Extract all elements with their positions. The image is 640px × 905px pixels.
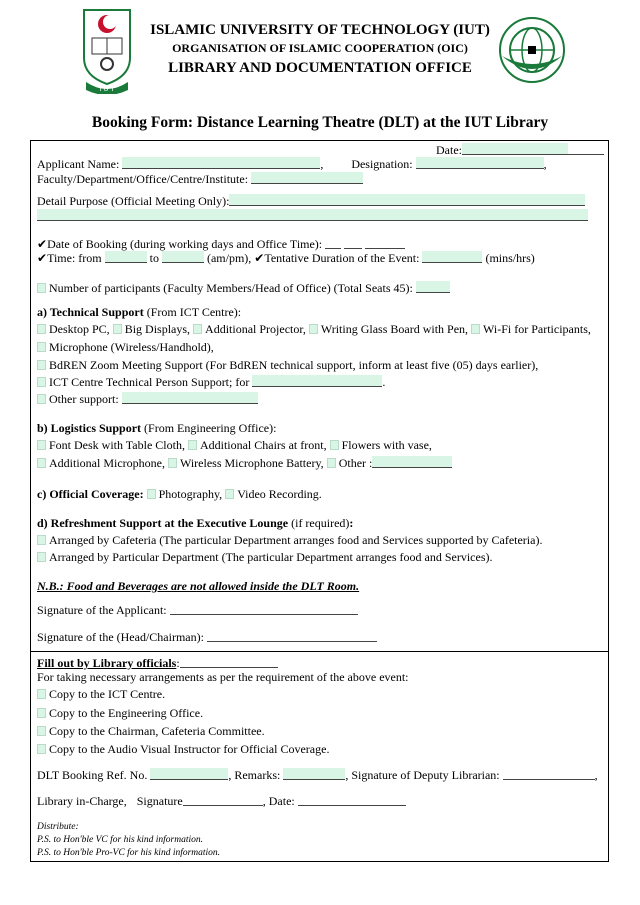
booking-month-field[interactable] [344, 237, 362, 249]
technical-heading-row [37, 305, 241, 320]
incharge-signature-label: Signature [136, 794, 183, 808]
section-divider [30, 651, 609, 652]
logistics-other-label: Other : [338, 456, 373, 470]
technical-row-5 [37, 392, 258, 407]
copy-av-checkbox[interactable] [37, 744, 46, 754]
big-displays-label: Big Displays, [124, 322, 191, 336]
desktop-pc-label: Desktop PC, [49, 322, 110, 336]
copy-ict-checkbox[interactable] [37, 689, 46, 699]
ict-person-label: ICT Centre Technical Person Support; for [49, 375, 250, 389]
form-title: Booking Form: Distance Learning Theatre (DLT) at the IUT Library [91, 114, 549, 131]
refreshment-note: (if required) [291, 516, 350, 530]
office-name: LIBRARY AND DOCUMENTATION OFFICE [168, 60, 472, 76]
check-icon: ✔ [37, 237, 48, 251]
time-from-label: Time: from [47, 251, 102, 265]
purpose-field-line2[interactable] [37, 209, 588, 221]
check-icon: ✔ [254, 251, 265, 265]
flowers-label: Flowers with vase, [341, 438, 432, 452]
additional-microphone-label: Additional Microphone, [49, 456, 165, 470]
refreshment-heading-row [37, 516, 353, 531]
oic-logo [498, 16, 566, 84]
incharge-date-field[interactable] [298, 794, 406, 806]
logistics-row-1 [37, 438, 432, 453]
remarks-field[interactable] [283, 768, 345, 780]
other-support-checkbox[interactable] [37, 394, 46, 404]
copy-row-2 [37, 706, 203, 721]
copy-engineering-label: Copy to the Engineering Office. [49, 706, 204, 720]
copy-row-4 [37, 742, 329, 757]
iut-logo [78, 6, 136, 94]
cafeteria-label: Arranged by Cafeteria (The particular Department arranges food and Services supported by Cafeteria). [49, 533, 543, 547]
purpose-label: Detail Purpose (Official Meeting Only): [37, 194, 230, 208]
additional-projector-checkbox[interactable] [193, 324, 202, 334]
booking-date-label: Date of Booking (during working days and Office Time): [47, 237, 323, 251]
ampm-label: (am/pm), [206, 251, 252, 265]
booking-day-field[interactable] [325, 237, 341, 249]
duration-unit: (mins/hrs) [485, 251, 535, 265]
remarks-label: , Remarks: [228, 768, 281, 782]
deputy-label: , Signature of Deputy Librarian: [345, 768, 500, 782]
copy-av-label: Copy to the Audio Visual Instructor for Official Coverage. [49, 742, 330, 756]
mic-battery-checkbox[interactable] [168, 458, 177, 468]
technical-row-1 [37, 322, 591, 337]
library-heading-row [37, 656, 278, 671]
organisation-name: ORGANISATION OF ISLAMIC COOPERATION (OIC) [172, 41, 468, 55]
copy-engineering-checkbox[interactable] [37, 708, 46, 718]
university-name: ISLAMIC UNIVERSITY OF TECHNOLOGY (IUT) [150, 22, 490, 38]
technical-note: (From ICT Centre): [146, 305, 242, 319]
photography-label: Photography, [158, 487, 223, 501]
coverage-heading: c) Official Coverage: [37, 487, 144, 501]
iut-logo-text: I U T [99, 86, 115, 93]
library-colon: : [176, 656, 180, 670]
participants-field[interactable] [416, 281, 450, 293]
incharge-label: Library in-Charge, [37, 794, 127, 808]
applicant-signature-field[interactable] [170, 603, 358, 615]
photography-checkbox[interactable] [147, 489, 156, 499]
faculty-field[interactable] [251, 172, 363, 184]
date-field[interactable] [462, 143, 568, 155]
flowers-checkbox[interactable] [330, 440, 339, 450]
ict-person-field[interactable] [252, 375, 382, 387]
refreshment-heading: d) Refreshment Support at the Executive Lounge [37, 516, 289, 530]
technical-row-4: ICT Centre Technical Person Support; for . [37, 375, 385, 390]
logistics-note: (From Engineering Office): [144, 421, 277, 435]
copy-row-1 [37, 687, 165, 702]
mic-battery-label: Wireless Microphone Battery, [179, 456, 324, 470]
desktop-pc-checkbox[interactable] [37, 324, 46, 334]
letterhead [0, 0, 640, 105]
ref-row [37, 768, 598, 783]
logistics-other-checkbox[interactable] [327, 458, 336, 468]
video-recording-checkbox[interactable] [225, 489, 234, 499]
deputy-signature-field[interactable] [503, 768, 595, 780]
duration-label: Tentative Duration of the Event: [264, 251, 420, 265]
coverage-row [37, 487, 322, 502]
copy-cafeteria-label: Copy to the Chairman, Cafeteria Committee. [49, 724, 265, 738]
purpose-row-2 [37, 209, 588, 224]
duration-field[interactable] [422, 251, 482, 263]
incharge-row [37, 794, 406, 809]
other-support-field[interactable] [122, 392, 258, 404]
refreshment-row-2 [37, 550, 492, 565]
date-field-tail [568, 143, 604, 155]
technical-heading: a) Technical Support [37, 305, 144, 319]
logistics-heading-row [37, 421, 276, 436]
library-intro: For taking necessary arrangements as per the requirement of the above event: [37, 670, 409, 684]
font-desk-label: Font Desk with Table Cloth, [49, 438, 185, 452]
deputy-comma: , [594, 768, 598, 782]
head-signature-label: Signature of the (Head/Chairman): [37, 630, 204, 644]
copy-cafeteria-checkbox[interactable] [37, 726, 46, 736]
applicant-signature-label: Signature of the Applicant: [37, 603, 167, 617]
copy-row-3 [37, 724, 265, 739]
glass-board-checkbox[interactable] [309, 324, 318, 334]
applicant-row: Applicant Name: , Designation: , [37, 157, 547, 171]
other-support-label: Other support: [49, 392, 119, 406]
bdren-checkbox[interactable] [37, 360, 46, 370]
designation-label: Designation: [351, 157, 413, 171]
additional-chairs-checkbox[interactable] [188, 440, 197, 450]
ref-label: DLT Booking Ref. No. [37, 768, 148, 782]
date-row [436, 143, 604, 158]
applicant-signature-row [37, 603, 358, 618]
time-from-field[interactable] [105, 251, 147, 263]
bdren-label: BdREN Zoom Meeting Support (For BdREN technical support, inform at least five (05) days earlier), [49, 358, 539, 372]
wifi-label: Wi-Fi for Participants, [483, 322, 591, 336]
ref-field[interactable] [150, 768, 228, 780]
incharge-signature-field[interactable] [183, 794, 263, 806]
booking-date-row [37, 237, 405, 252]
faculty-row [37, 172, 363, 187]
video-recording-label: Video Recording. [237, 487, 322, 501]
incharge-date-label: , Date: [262, 794, 295, 808]
date-label: Date: [436, 143, 462, 157]
check-icon: ✔ [37, 251, 48, 265]
microphone-label: Microphone (Wireless/Handhold), [49, 340, 214, 354]
library-heading: Fill out by Library officials [37, 656, 177, 670]
booking-year-field[interactable] [365, 237, 405, 249]
additional-chairs-label: Additional Chairs at front, [199, 438, 327, 452]
designation-field[interactable] [416, 157, 544, 169]
distribute-line-1: P.S. to Hon'ble VC for his kind information. [37, 835, 203, 845]
technical-row-3 [37, 358, 538, 373]
logistics-heading: b) Logistics Support [37, 421, 142, 435]
head-signature-row [37, 630, 377, 645]
participants-label: Number of participants (Faculty Members/Head of Office) (Total Seats 45): [49, 281, 413, 295]
department-label: Arranged by Particular Department (The particular Department arranges food and Services). [49, 550, 493, 564]
copy-ict-label: Copy to the ICT Centre. [49, 687, 166, 701]
time-to-field[interactable] [162, 251, 204, 263]
refreshment-row-1 [37, 533, 542, 548]
faculty-label: Faculty/Department/Office/Centre/Institute: [37, 172, 249, 186]
time-to-label: to [149, 251, 159, 265]
glass-board-label: Writing Glass Board with Pen, [320, 322, 469, 336]
additional-microphone-checkbox[interactable] [37, 458, 46, 468]
participants-checkbox[interactable] [37, 283, 46, 293]
time-row [37, 251, 535, 266]
font-desk-checkbox[interactable] [37, 440, 46, 450]
refreshment-colon: : [349, 516, 354, 530]
purpose-field[interactable] [229, 194, 585, 206]
ict-person-checkbox[interactable] [37, 377, 46, 387]
head-signature-field[interactable] [207, 630, 377, 642]
participants-row [37, 281, 450, 296]
nb-note: N.B.: Food and Beverages are not allowed inside the DLT Room. [37, 579, 360, 593]
technical-row-2 [37, 340, 214, 355]
applicant-name-label: Applicant Name: [37, 157, 120, 171]
cafeteria-checkbox[interactable] [37, 535, 46, 545]
library-heading-line [180, 656, 278, 668]
microphone-checkbox[interactable] [37, 342, 46, 352]
logistics-other-field[interactable] [372, 456, 452, 468]
additional-projector-label: Additional Projector, [205, 322, 306, 336]
distribute-line-2: P.S. to Hon'ble Pro-VC for his kind information. [37, 848, 221, 858]
wifi-checkbox[interactable] [471, 324, 480, 334]
logistics-row-2 [37, 456, 452, 471]
distribute-heading: Distribute: [37, 822, 79, 832]
department-checkbox[interactable] [37, 552, 46, 562]
applicant-name-field[interactable] [122, 157, 320, 169]
purpose-row [37, 194, 585, 209]
big-displays-checkbox[interactable] [113, 324, 122, 334]
